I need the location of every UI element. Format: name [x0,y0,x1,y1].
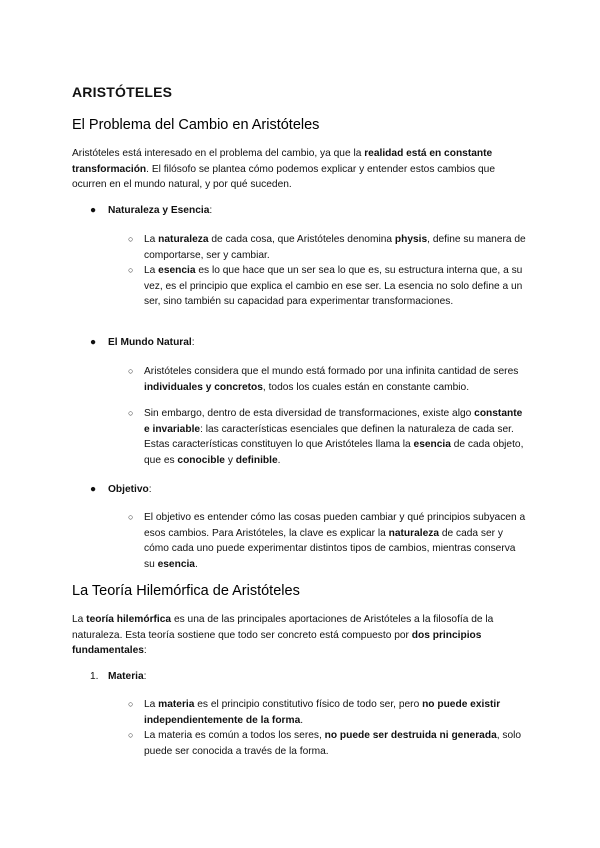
sub-list-item [128,406,528,468]
text-run: . [300,714,304,726]
bold-text-run: materia [158,699,195,710]
bold-text-run: physis [394,234,428,245]
bold-text-run: Objetivo [108,484,149,495]
sub-list-item [128,510,528,572]
bold-text-run: no puede ser destruida ni generada [324,730,497,741]
text-run: : [191,337,195,348]
text-run: : [148,484,152,495]
text-run: , todos los cuales están en constante cambio. [262,381,470,393]
sub-list-item-text [144,728,528,759]
sub-list-item [128,364,528,395]
bold-text-run: naturaleza [158,234,209,245]
bold-text-run: esencia [158,265,196,276]
list-item-label [108,203,530,219]
text-run: , solo puede ser conocida a través de la forma. [144,730,522,757]
text-run: es lo que hace que un ser sea lo que es, su estructura interna que, a su vez, es el principio que explica el cambio en ese ser. La esencia no solo define a un ser, sino también su capacidad para experimentar transformaciones. [144,265,523,308]
text-run: Sin embargo, dentro de esta diversidad de transformaciones, existe algo [144,408,475,419]
list-item-label [108,482,530,498]
text-run: : las características esenciales que definen la naturaleza de cada ser. Estas características constituyen lo que Aristóteles llama la [144,423,514,451]
text-run: La [144,265,159,276]
bold-text-run: naturaleza [388,527,439,539]
bullet-icon: ● [90,484,97,495]
bold-text-run: no puede existir independientemente de la forma [144,699,501,726]
bold-text-run: constante e invariable [144,408,523,435]
text-run: es el principio constitutivo físico de todo ser, pero [194,699,423,710]
list-number: 1. [90,671,99,682]
bold-text-run: Materia [108,671,144,682]
sub-list-item [128,232,528,263]
list-item-label [108,669,530,685]
sub-list-item [128,263,528,310]
text-run: de cada cosa, que Aristóteles denomina [208,234,395,245]
list-item-materia [90,669,530,685]
sub-list-item-text [144,263,528,310]
text-run: La [144,234,159,245]
text-run: y [224,454,236,466]
bold-text-run: conocible [177,454,225,466]
sub-list-item [128,728,528,759]
text-run: . [277,454,281,466]
text-run: , define su manera de comportarse, ser y cambiar. [144,234,526,261]
bullet-icon: ● [90,205,97,216]
sub-list-item [128,697,528,728]
text-run: La [144,699,159,710]
section1-intro-paragraph [72,146,532,193]
sub-list-item-text [144,232,528,263]
text-run: : [143,671,147,682]
bold-text-run: esencia [413,439,451,451]
text-run: de cada objeto, que es [144,439,524,466]
circle-bullet-icon: ○ [128,699,134,709]
text-run: La [72,614,87,625]
text-run: La materia es común a todos los seres, [144,730,325,741]
text-run: . El filósofo se plantea cómo podemos explicar y entender estos cambios que ocurren en el mundo natural, y por qué suceden. [72,163,496,191]
circle-bullet-icon: ○ [128,366,134,376]
sub-list-item-text [144,364,528,395]
document-title: ARISTÓTELES [72,84,173,100]
section-heading-teoria-hilemorfica: La Teoría Hilemórfica de Aristóteles [72,583,300,599]
bold-text-run: definible [235,454,278,466]
text-run: Aristóteles considera que el mundo está formado por una infinita cantidad de seres [144,366,519,377]
sub-list-item-text [144,406,528,468]
text-run: es una de las principales aportaciones de Aristóteles a la filosofía de la naturaleza. Esta teoría sostiene que todo ser concreto está compuesto por [72,614,494,641]
text-run: . [194,558,198,570]
text-run: : [143,645,147,657]
section-heading-problema-cambio: El Problema del Cambio en Aristóteles [72,117,320,133]
circle-bullet-icon: ○ [128,408,134,418]
bullet-icon: ● [90,337,97,348]
bold-text-run: teoría hilemórfica [86,614,172,625]
section2-intro-paragraph [72,612,532,659]
bold-text-run: esencia [157,558,195,570]
sub-list-item-text [144,697,528,728]
circle-bullet-icon: ○ [128,265,134,275]
text-run: : [209,205,213,216]
bold-text-run: Naturaleza y Esencia [108,205,210,216]
bold-text-run: realidad está en constante transformación [72,148,493,175]
bold-text-run: individuales y concretos [144,381,263,393]
list-item-naturaleza-esencia [90,203,530,219]
circle-bullet-icon: ○ [128,730,134,740]
list-item-objetivo [90,482,530,498]
text-run: de cada ser y cómo cada uno puede experimentar distintos tipos de cambios, mientras conserva su [144,527,516,570]
list-item-mundo-natural [90,335,530,351]
bold-text-run: El Mundo Natural [108,337,192,348]
list-item-label [108,335,530,351]
circle-bullet-icon: ○ [128,234,134,244]
text-run: Aristóteles está interesado en el problema del cambio, ya que la [72,148,365,159]
circle-bullet-icon: ○ [128,512,134,522]
bold-text-run: dos principios fundamentales [72,629,482,657]
sub-list-item-text [144,510,528,572]
text-run: El objetivo es entender cómo las cosas pueden cambiar y qué principios subyacen a esos cambios. Para Aristóteles, la clave es explicar la [144,512,526,539]
